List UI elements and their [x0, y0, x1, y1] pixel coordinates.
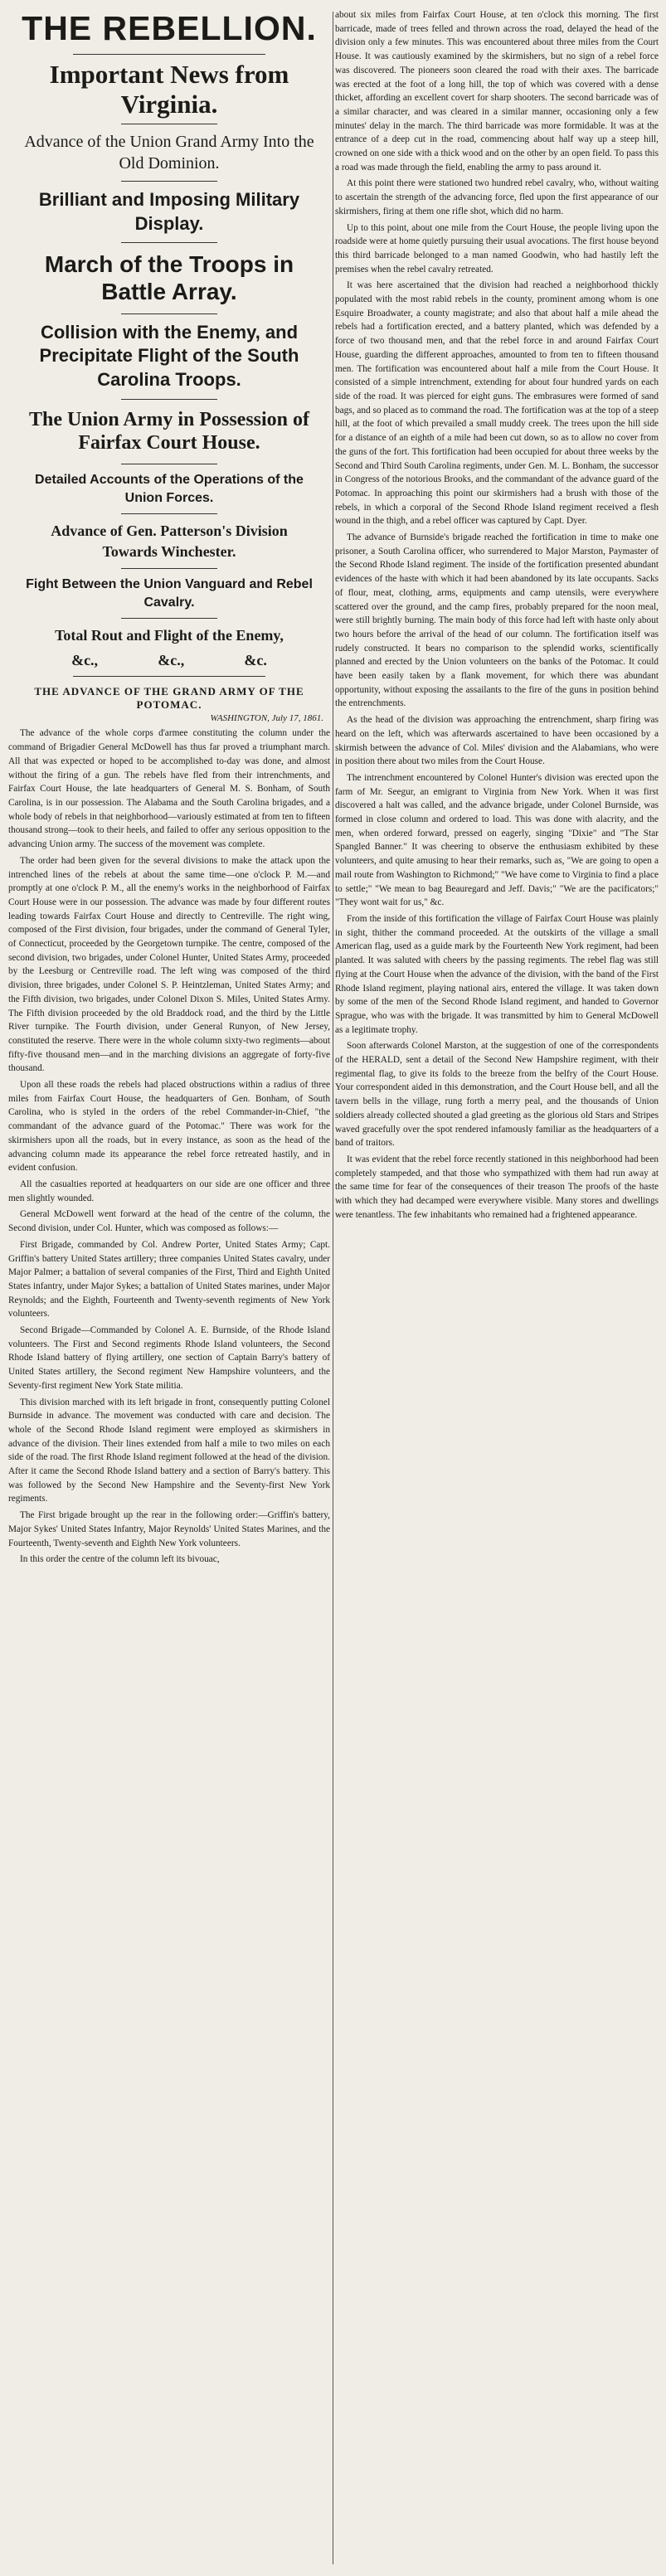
paragraph: The advance of the whole corps d'armee constituting the column under the command of Brigadier General McDowell has thus far proved a triumphant march. All that was expected or hoped to be accomplished to-day was done, and almost without the firing of a gun. The rebels have fled from their intrenchments, and Fairfax Court House, the late headquarters of General M. S. Bonham, of South Carolina, is in our possession. The Alabama and the South Carolina brigades, and a whole body of rebels in that neighborhood—variously estimated at from ten to fifteen thousand strong—took to their heels, and failed to offer any serious opposition to the advancing Union army. The success of the movement was complete. — [8, 728, 330, 850]
paragraph: At this point there were stationed two hundred rebel cavalry, who, without waiting to ascertain the strength of the advancing force, fled upon the first appearance of our skirmishers, firing at them one rifle shot, which did no harm. — [335, 178, 659, 216]
etc-3: &c. — [244, 652, 267, 669]
paragraph: First Brigade, commanded by Col. Andrew Porter, United States Army; Capt. Griffin's battery United States artillery; three companies United States cavalry, under Major Palmer; a battalion of several companies of the First, Third and Eighth United States infantry, under Major Sykes; a battalion of United States marines, under Major Reynolds; and the Eighth, Fourteenth and Twenty-seventh regiments of New York volunteers. — [8, 1239, 330, 1320]
paragraph: Upon all these roads the rebels had placed obstructions within a radius of three miles from Fairfax Court House, the headquarters of Gen. Bonham, of South Carolina, who is styled in the orders of the rebel Commander-in-Chief, "the commandant of the advance guard of the Potomac." There was work for the skirmishers upon all the roads, but in every instance, as soon as the head of the advancing column made its appearance the rebel force retreated hastily, and in evident confusion. — [8, 1080, 330, 1174]
paragraph: Soon afterwards Colonel Marston, at the suggestion of one of the correspondents of the HERALD, sent a detail of the Second New Hampshire regiment, with their regimental flag, to give its folds to the breeze from the belfry of the Court House. Your correspondent aided in this demonstration, and the Court House bell, and all the tavern bells in the village, rung forth a merry peal, and the thousands of Union soldiers already collected shouted a glad greeting as the glorious old Stars and Stripes waved gracefully over the spot rendered infamously familiar as the headquarters of a band of traitors. — [335, 1041, 659, 1149]
headline-6: The Union Army in Possession of Fairfax Court House. — [28, 408, 310, 454]
paragraph: about six miles from Fairfax Court House, at ten o'clock this morning. The first barricade, made of trees felled and thrown across the road, delayed the head of the division only a few minutes. This was encountered about three miles from the Court House. It was cautiously examined by the skirmishers, but no sign of a rebel force was discovered. The pioneers soon cleared the road with their axes. The barricade was erected at the foot of a long hill, the top of which was covered with a dense thicket, affording an excellent covert for sharp shooters. The second barricade was of a similar character, and was cleared in a similar manner, occasioning only a few minutes' delay in the march. The third barricade was more formidable. It was at the entrance of a deep cut in the road, commencing about half way up a steep hill, crowned on one side with a thick wood and on the other by an open field. To pass this a road was made through the field, enabling the army to pass around it. — [335, 10, 659, 173]
divider — [121, 568, 217, 569]
left-column — [8, 0, 330, 2576]
paragraph: It was here ascertained that the division had reached a neighborhood thickly populated with the most rabid rebels in the county, prominent among whom is one Esquire Broadwater, a county magistrate; and also that about half a mile ahead the rebels had a fortification erected, and a battery planted, which was defended by a force of two thousand men, and that the rebel force in and around Fairfax Court House, guarding the different approaches, amounted to from ten to fifteen thousand men. The fortification was encountered about half a mile from the Court House. It consisted of a simple intrenchment, extending for about four hundred yards on each side of the road. It was pierced for eight guns. The embrasures were formed of sand bags, and so placed as to command the road. The fortification was at the top of a steep hill, at the foot of which prevailed a small muddy creek. The trees upon the hill side for a distance of an eighth of a mile had been cut down, so as to allow no cover from the guns of the fort. This fortification had been occupied for about three weeks by the Second and Third South Carolina regiments, under Gen. M. L. Bonham, the successor in Congress of the notorious Brooks, and the commandant of the advance guard of the Potomac. In approaching this point our skirmishers had a brush with those of the rebels, in which a corporal of the Second Rhode Island regiment received a flesh wound in the thigh, and a rebel officer was captured by Capt. Dyer. — [335, 280, 659, 527]
paragraph: In this order the centre of the column left its bivouac, — [20, 1554, 220, 1565]
article-title: THE ADVANCE OF THE GRAND ARMY OF THE POTOMAC. — [34, 685, 304, 712]
paragraph: Second Brigade—Commanded by Colonel A. E. Burnside, of the Rhode Island volunteers. The First and Second regiments Rhode Island volunteers, the Second Rhode Island battery of flying artillery, one section of Captain Barry's battery of United States artillery, the Second regiment New Hampshire volunteers, and the Seventy-first regiment New York State militia. — [8, 1325, 330, 1391]
divider — [121, 242, 217, 243]
headline-2: Advance of the Union Grand Army Into the Old Dominion. — [24, 133, 314, 173]
paragraph: It was evident that the rebel force recently stationed in this neighborhood had been completely stampeded, and that those who sympathized with them had run away at the same time for fear of the consequences of their treason The proofs of the haste with which they had decamped were everywhere visible. Many stores and dwellings were tenantless. The few inhabitants who remained had a frightened appearance. — [335, 1154, 659, 1220]
paragraph: From the inside of this fortification the village of Fairfax Court House was plainly in sight, thither the command proceeded. At the outskirts of the village a small American flag, used as a guide mark by the Fourteenth New York regiment, had been planted. It was saluted with cheers by the passing regiments. The rebel flag was still flying at the Court House when the advance of the division, with the band of the First Rhode Island regiment, playing national airs, entered the village. It was taken down by some of the men of the Second Rhode Island regiment, and handed to Governor Sprague, who was with the brigade. It was transmitted by him to General McDowell as a legitimate trophy. — [335, 914, 659, 1035]
divider — [121, 618, 217, 619]
paragraph: General McDowell went forward at the head of the centre of the column, the Second division, under Col. Hunter, which was composed as follows:— — [8, 1209, 330, 1234]
paragraph: All the casualties reported at headquarters on our side are one officer and three men slightly wounded. — [8, 1179, 330, 1203]
headline-8: Advance of Gen. Patterson's Division Towards Winchester. — [51, 522, 288, 560]
divider — [121, 399, 217, 400]
paragraph: This division marched with its left brigade in front, consequently putting Colonel Burnside in advance. The movement was conducted with care and decision. The whole of the Second Rhode Island regiment were employed as skirmishers in advance of the division. Their lines extended from half a mile to two miles on each side of the road. The first Rhode Island regiment followed at the head of the division. After it came the Second Rhode Island battery and a section of Barry's battery. This was followed by the Second New Hampshire and the Seventy-first New York regiments. — [8, 1397, 330, 1504]
headline-9: Fight Between the Union Vanguard and Rebel Cavalry. — [26, 577, 313, 610]
right-column — [335, 0, 659, 2576]
headline-10: Total Rout and Flight of the Enemy, — [55, 627, 284, 644]
main-headline: THE REBELLION. — [22, 9, 317, 47]
paragraph: Up to this point, about one mile from the Court House, the people living upon the roadside were at home quietly pursuing their usual avocations. The first house beyond this third barricade belonged to a man named Goodwin, who had hastily left the premises when the rebel cavalry retreated. — [335, 222, 659, 275]
divider — [121, 181, 217, 182]
divider — [121, 313, 217, 314]
paragraph: As the head of the division was approaching the entrenchment, sharp firing was heard on the left, which was afterwards ascertained to have been occasioned by a skirmish between the advance of Col. Miles' division and the Alabamians, who were in position there about two miles from the Court House. — [335, 715, 659, 767]
headline-4: March of the Troops in Battle Array. — [44, 251, 294, 304]
headline-1: Important News from Virginia. — [49, 60, 289, 119]
paragraph: The order had been given for the several divisions to make the attack upon the intrenched lines of the rebels at about the same time—one o'clock P. M.—and promptly at one o'clock P. M., all the enemy's works in the neighborhood of Fairfax Court House were in our possession. The advance was made by four different routes leading towards Fairfax Court House and directly to Centreville. The right wing, composed of the First division, four brigades, under the command of General Tyler, of Connecticut, proceeded by the Georgetown turnpike. The centre, composed of the second division, two brigades, under Colonel Hunter, United States Army, proceeded by the Leesburg or Centreville road. The left wing was composed of the third division, three brigades, under Colonel S. P. Heintzleman, United States Army; and the Fifth division, two brigades, under Colonel Dixon S. Miles, United States Army. The Fifth division proceeded by the old Braddock road, and the third by the Little River turnpike. The Fourth division, under General Runyon, of New Jersey, constituted the reserve. There were in the whole column sixty-two regiments—about fifty-five thousand men—and in the marching divisions an aggregate of forty-five thousand. — [8, 855, 330, 1074]
etc-2: &c., — [158, 652, 185, 669]
headline-3: Brilliant and Imposing Military Display. — [38, 189, 300, 234]
divider — [121, 513, 217, 514]
left-article-body — [8, 727, 330, 1566]
divider — [73, 54, 266, 55]
headline-7: Detailed Accounts of the Operations of the Union Forces. — [35, 473, 304, 505]
divider — [73, 676, 266, 677]
paragraph: The First brigade brought up the rear in the following order:—Griffin's battery, Major Sykes' United States Infantry, Major Reynolds' United States Marines, and the Fourteenth, Twenty-seventh and Eighth New York volunteers. — [8, 1510, 330, 1548]
right-article-body — [335, 8, 659, 1222]
etc-line — [41, 652, 297, 669]
headline-5: Collision with the Enemy, and Precipitate Flight of the South Carolina Troops. — [39, 321, 299, 391]
paragraph: The advance of Burnside's brigade reached the fortification in time to make one prisoner, a South Carolina officer, who surrendered to Major Marston, Paymaster of the Second Rhode Island regiment. The inside of the fortification presented abundant evidences of the haste with which it had been abandoned by its late occupants. Sacks of flour, meat, clothing, arms, equipments and camp utensils, were everywhere scattered over the ground, and the camp fires, probably prepared for the noon meal, were still brightly burning. The main body of this force had left with haste only about two hours before the arrival of the head of our column. The fortification itself was rudely constructed. It bears no comparison to the splendid works, scientifically planned and erected by the Union volunteers on the banks of the Potomac. It could have been easily taken by a flank movement, for which there was abundant opportunity, without exposing the assailants to the fire of the guns in position behind the entrenchments. — [335, 532, 659, 709]
dateline: WASHINGTON, July 17, 1861. — [210, 713, 323, 724]
etc-1: &c., — [71, 652, 99, 669]
paragraph: The intrenchment encountered by Colonel Hunter's division was erected upon the farm of Mr. Seegur, an emigrant to Virginia from New York. When it was first discovered a halt was called, and the advance brigade, under Colonel Burnside, was formed in close column and ordered to load. This was done with alacrity, and the men, when ordered forward, pressed on eagerly, singing "Dixie" and "The Star Spangled Banner." It was cheering to observe the enthusiasm exhibited by these volunteers, and quite amusing to hear their remarks, such as, "We are going to open a mail route from Washington to Richmond;" "We have come to Virginia to find a place to settle;" "We mean to bag Beauregard and Jeff. Davis;" "We are the pacificators;" "They wont wait for us," &c. — [335, 772, 659, 908]
